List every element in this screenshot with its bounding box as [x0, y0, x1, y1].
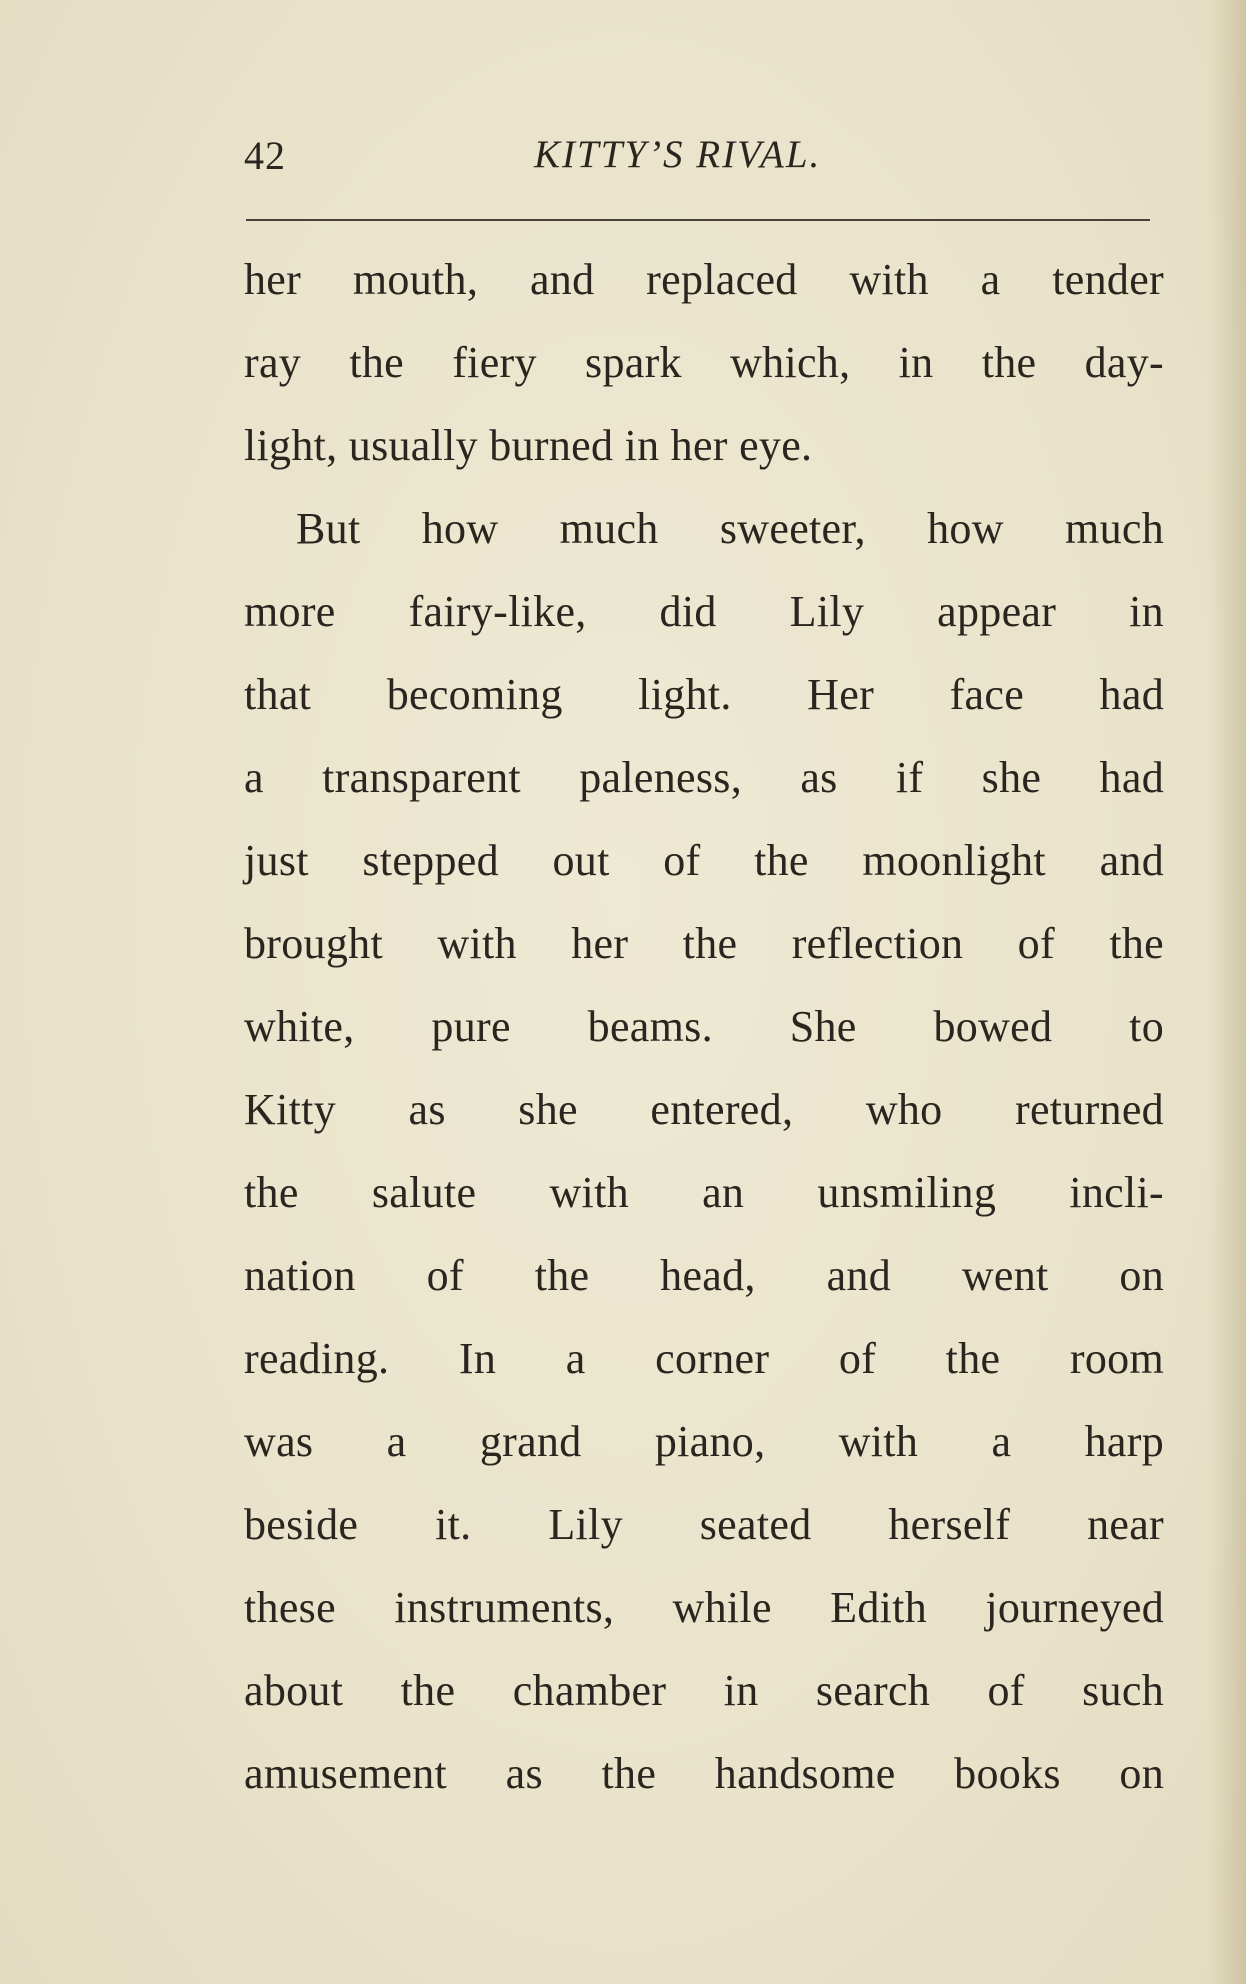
text-line: Kitty as she entered, who returned — [244, 1085, 1164, 1134]
text-line: was a grand piano, with a harp — [244, 1417, 1164, 1466]
text-line: a transparent paleness, as if she had — [244, 753, 1164, 802]
text-line: that becoming light. Her face had — [244, 670, 1164, 719]
text-line: But how much sweeter, how much — [296, 504, 1164, 553]
page-header — [244, 132, 1159, 182]
text-line: more fairy-like, did Lily appear in — [244, 587, 1164, 636]
text-line: reading. In a corner of the room — [244, 1334, 1164, 1383]
text-line: brought with her the reflection of the — [244, 919, 1164, 968]
text-line: just stepped out of the moonlight and — [244, 836, 1164, 885]
body-text — [244, 248, 1164, 1825]
page-number: 42 — [244, 133, 286, 178]
text-line: about the chamber in search of such — [244, 1666, 1164, 1715]
text-line: the salute with an unsmiling incli- — [244, 1168, 1164, 1217]
text-line: ray the fiery spark which, in the day- — [244, 338, 1164, 387]
page-edge-shadow — [1208, 0, 1246, 1984]
running-title: KITTY’S RIVAL. — [534, 133, 822, 176]
text-line: light, usually burned in her eye. — [244, 421, 813, 470]
text-line: nation of the head, and went on — [244, 1251, 1164, 1300]
header-rule — [246, 219, 1150, 221]
text-line: amusement as the handsome books on — [244, 1749, 1164, 1798]
text-line: beside it. Lily seated herself near — [244, 1500, 1164, 1549]
text-line: these instruments, while Edith journeyed — [244, 1583, 1164, 1632]
text-line: her mouth, and replaced with a tender — [244, 255, 1164, 304]
text-line: white, pure beams. She bowed to — [244, 1002, 1164, 1051]
